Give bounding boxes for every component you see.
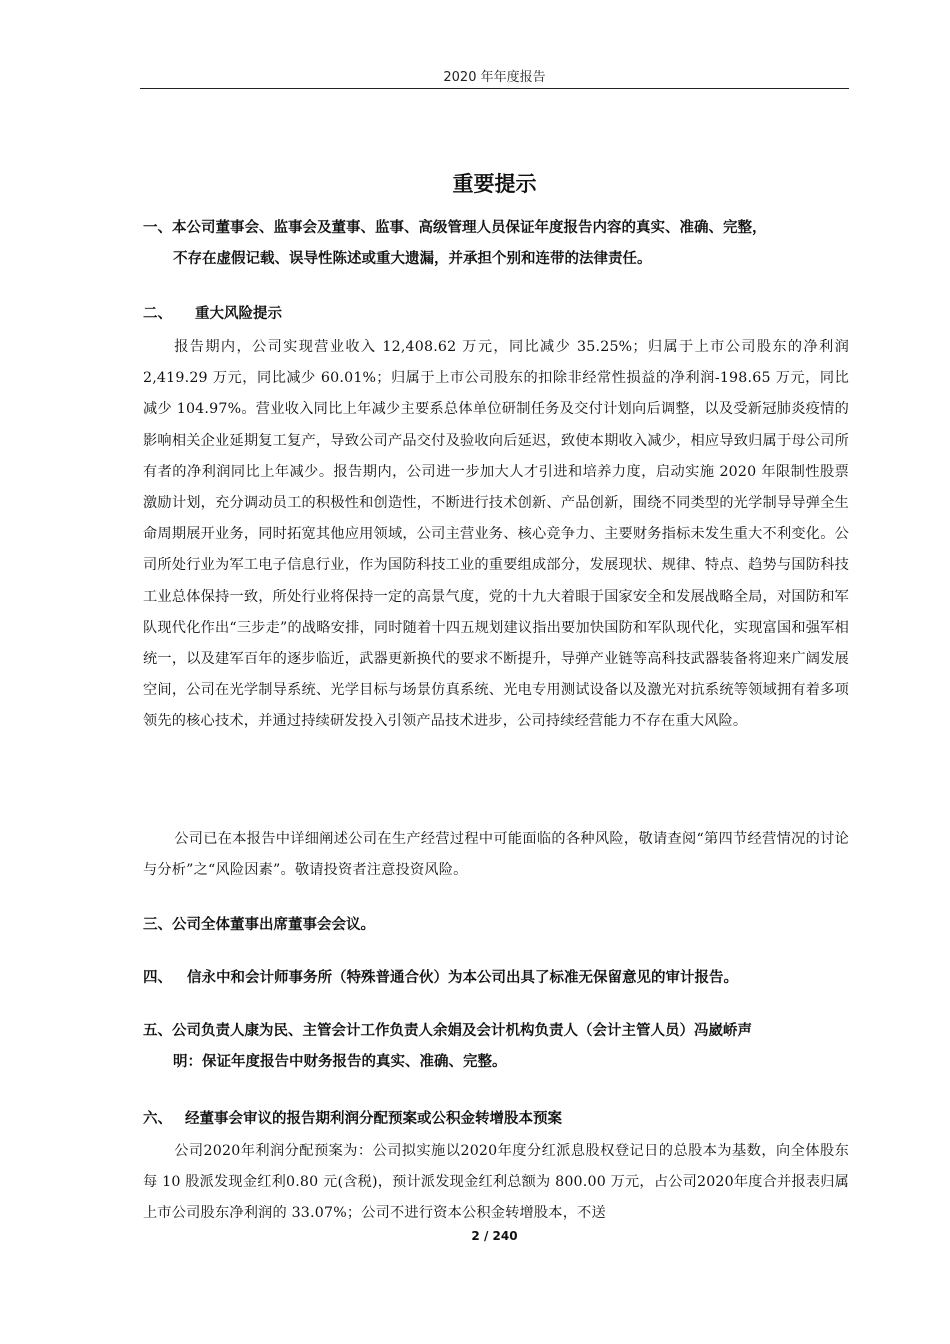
section-6-paragraph-1: 公司2020年利润分配预案为：公司拟实施以2020年度分红派息股权登记日的总股本为基数，向全体股东每 10 股派发现金红利0.80 元(含税)，预计派发现金红利总额为 800.00 万元，占公司2020年度合并报表归属上市公司股东净利润的 33.07%；公司不进行资本公积金转增股本，不送 — [143, 1143, 849, 1222]
section-5-line2: 明：保证年度报告中财务报告的真实、准确、完整。 — [173, 1054, 507, 1070]
section-4-text: 信永中和会计师事务所（特殊普通合伙）为本公司出具了标准无保留意见的审计报告。 — [187, 970, 738, 986]
section-5-number: 五、 — [143, 1023, 172, 1039]
section-5-line1: 公司负责人康为民、主管会计工作负责人余娟及会计机构负责人（会计主管人员）冯崴峤声 — [172, 1023, 752, 1039]
section-3-text: 公司全体董事出席董事会会议。 — [172, 917, 375, 933]
section-4-number: 四、 — [143, 970, 172, 986]
section-2-paragraph-1: 报告期内，公司实现营业收入 12,408.62 万元，同比减少 35.25%；归属于上市公司股东的净利润 2,419.29 万元，同比减少 60.01%；归属于上市公司股东的扣除非经常性损益的净利润-198.65 万元，同比减少 104.97%。营业收入同比上年减少主要系总体单位研制任务及交付计划向后调整，以及受新冠肺炎疫情的影响相关企业延期复工复产，导致公司产品交付及验收向后延迟，致使本期收入减少，相应导致归属于母公司所有者的净利润同比上年减少。报告期内，公司进一步加大人才引进和培养力度，启动实施 2020 年限制性股票激励计划，充分调动员工的积极性和创造性，不断进行技术创新、产品创新，围绕不同类型的光学制导导弹全生命周期展开业务，同时拓宽其他应用领域，公司主营业务、核心竞争力、主要财务指标未发生重大不利变化。公司所处行业为军工电子信息行业，作为国防科技工业的重要组成部分，发展现状、规律、特点、趋势与国防科技工业总体保持一致，所处行业将保持一定的高景气度，党的十九大着眼于国家安全和发展战略全局，对国防和军队现代化作出“三步走”的战略安排，同时随着十四五规划建议指出要加快国防和军队现代化，实现富国和强军相统一，以及建军百年的逐步临近，武器更新换代的要求不断提升，导弹产业链等高科技武器装备将迎来广阔发展空间，公司在光学制导系统、光学目标与场景仿真系统、光电专用测试设备以及激光对抗系统等领域拥有着多项领先的核心技术，并通过持续研发投入引领产品技术进步，公司持续经营能力不存在重大风险。 — [143, 339, 849, 730]
page-number: 2 / 240 — [471, 1229, 518, 1243]
section-2-heading — [143, 299, 849, 330]
section-5 — [143, 1016, 849, 1078]
page-title: 重要提示 — [452, 172, 537, 196]
section-1-line1: 本公司董事会、监事会及董事、监事、高级管理人员保证年度报告内容的真实、准确、完整， — [172, 220, 767, 236]
section-6-number: 六、 — [143, 1111, 172, 1127]
section-3-number: 三、 — [143, 917, 172, 933]
section-6-title: 经董事会审议的报告期利润分配预案或公积金转增股本预案 — [185, 1111, 562, 1127]
section-2-number: 二、 — [143, 306, 172, 322]
section-2-title: 重大风险提示 — [195, 306, 282, 322]
section-1 — [143, 213, 849, 275]
section-1-line2: 不存在虚假记载、误导性陈述或重大遗漏，并承担个别和连带的法律责任。 — [173, 251, 652, 267]
section-4 — [143, 963, 849, 994]
section-1-number: 一、 — [143, 220, 172, 236]
section-3 — [143, 910, 849, 941]
running-header: 2020 年年度报告 — [443, 70, 546, 85]
section-6-heading — [143, 1104, 849, 1135]
section-2-paragraph-2: 公司已在本报告中详细阐述公司在生产经营过程中可能面临的各种风险，敬请查阅“第四节经营情况的讨论与分析”之“风险因素”。敬请投资者注意投资风险。 — [143, 831, 849, 879]
header-rule — [140, 88, 849, 89]
